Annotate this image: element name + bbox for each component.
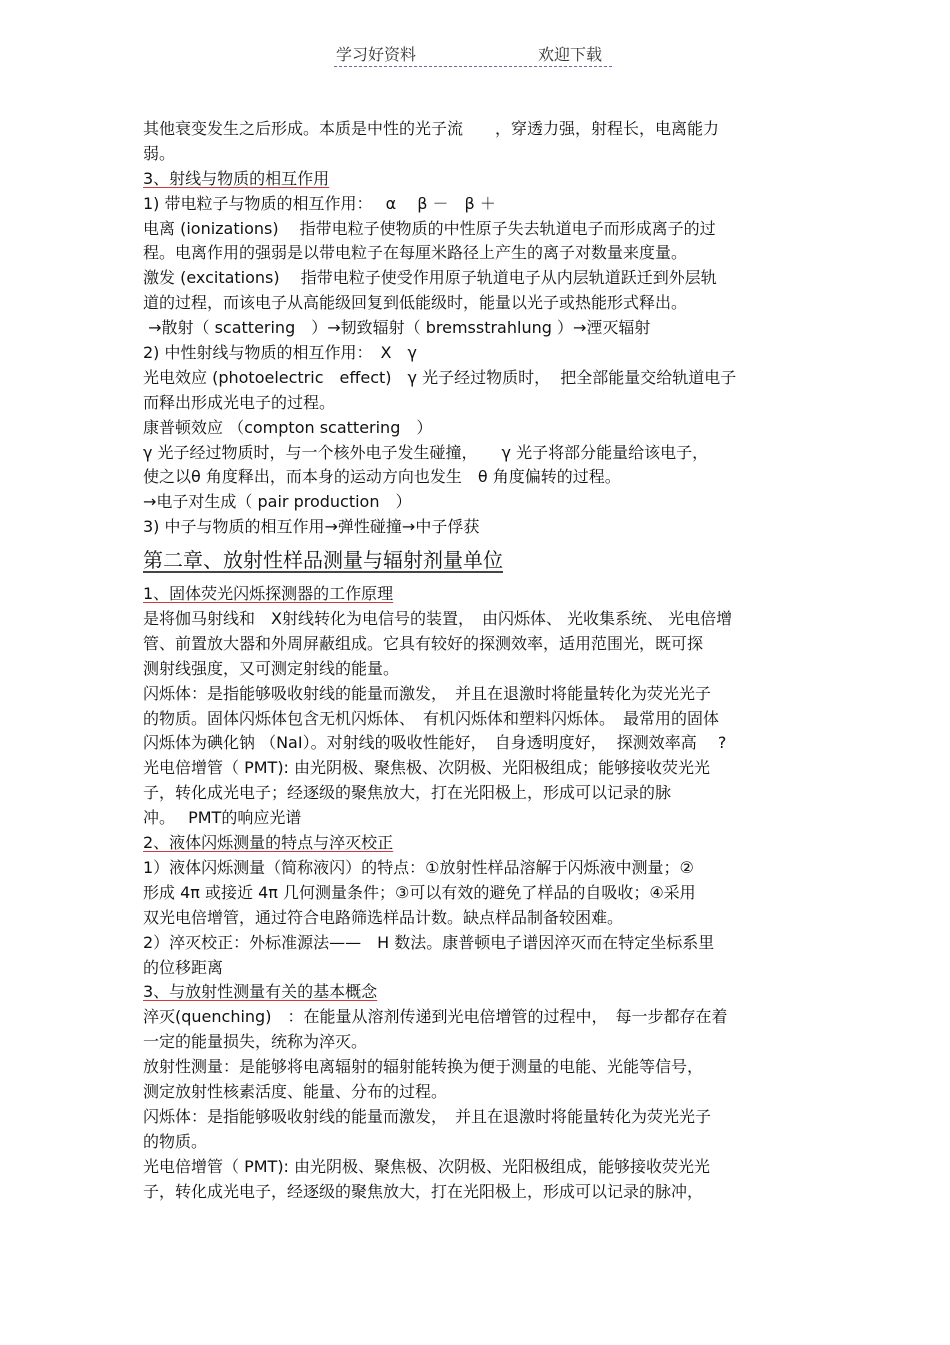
header-right-text: 欢迎下载 (538, 45, 603, 64)
text-line: 是将伽马射线和 X射线转化为电信号的装置， 由闪烁体、 光收集系统、 光电倍增 (143, 609, 733, 629)
text-line: 电离 (ionizations) 指带电粒子使物质的中性原子失去轨道电子而形成离子的过 (143, 218, 716, 238)
text-line: 闪烁体：是指能够吸收射线的能量而激发， 并且在退激时将能量转化为荧光光子 (143, 1106, 712, 1126)
text-line: 淬灭(quenching) ：在能量从溶剂传递到光电倍增管的过程中， 每一步都存在着 (143, 1007, 728, 1027)
header-left-text: 学习好资料 (336, 45, 417, 64)
text-line: 放射性测量：是能够将电离辐射的辐射能转换为便于测量的电能、光能等信号， (143, 1057, 704, 1077)
text-line: 使之以θ 角度释出，而本身的运动方向也发生 θ 角度偏转的过程。 (143, 467, 621, 487)
text-line: 光电倍增管（ PMT): 由光阴极、聚焦极、次阴极、光阳极组成，能够接收荧光光 (143, 1156, 711, 1176)
text-line: 测定放射性核素活度、能量、分布的过程。 (143, 1081, 448, 1101)
text-line: 管、前置放大器和外周屏蔽组成。它具有较好的探测效率，适用范围光，既可探 (143, 633, 704, 653)
text-line: →散射（ scattering ）→韧致辐射（ bremsstrahlung ）→湮灭辐射 (143, 318, 651, 338)
section-heading: 3、与放射性测量有关的基本概念 (143, 982, 378, 1002)
text-line: 的物质。固体闪烁体包含无机闪烁体、 有机闪烁体和塑料闪烁体。 最常用的固体 (143, 708, 720, 728)
text-line: 子，转化成光电子；经逐级的聚焦放大，打在光阳极上，形成可以记录的脉 (143, 783, 672, 803)
text-line: 其他衰变发生之后形成。本质是中性的光子流 ，穿透力强，射程长，电离能力 (143, 119, 720, 138)
section-heading: 2、液体闪烁测量的特点与淬灭校正 (143, 833, 394, 853)
chapter-heading: 第二章、放射性样品测量与辐射剂量单位 (143, 548, 503, 573)
text-line: 2）淬灭校正：外标准源法—— H 数法。康普顿电子谱因淬灭而在特定坐标系里 (143, 932, 715, 952)
document-body (143, 117, 813, 1204)
section-heading: 3、射线与物质的相互作用 (143, 168, 330, 188)
text-line: 闪烁体：是指能够吸收射线的能量而激发， 并且在退激时将能量转化为荧光光子 (143, 683, 712, 703)
text-line: 1）液体闪烁测量（简称液闪）的特点：①放射性样品溶解于闪烁液中测量；② (143, 857, 694, 877)
text-line: 形成 4π 或接近 4π 几何测量条件；③可以有效的避免了样品的自吸收；④采用 (143, 882, 696, 902)
text-line: 一定的能量损失，统称为淬灭。 (143, 1032, 368, 1052)
page-header (334, 40, 612, 67)
text-line: 闪烁体为碘化钠 （NaI）。对射线的吸收性能好， 自身透明度好， 探测效率高 ? (143, 733, 727, 753)
text-line: 子，转化成光电子，经逐级的聚焦放大，打在光阳极上，形成可以记录的脉冲， (143, 1181, 704, 1201)
text-line: 弱。 (143, 143, 176, 163)
text-line: 测射线强度，又可测定射线的能量。 (143, 658, 400, 678)
text-line: 双光电倍增管，通过符合电路筛选样品计数。缺点样品制备较困难。 (143, 907, 624, 927)
text-line: 程。电离作用的强弱是以带电粒子在每厘米路径上产生的离子对数量来度量。 (143, 243, 688, 263)
text-line: 道的过程，而该电子从高能级回复到低能级时，能量以光子或热能形式释出。 (143, 293, 688, 313)
text-line: γ 光子经过物质时，与一个核外电子发生碰撞， γ 光子将部分能量给该电子， (143, 442, 709, 462)
text-line: 而释出形成光电子的过程。 (143, 392, 336, 412)
text-line: 冲。 PMT的响应光谱 (143, 808, 302, 828)
text-line: 1) 带电粒子与物质的相互作用： α β － β ＋ (143, 193, 496, 213)
text-line: 光电倍增管（ PMT): 由光阴极、聚焦极、次阴极、光阳极组成；能够接收荧光光 (143, 758, 711, 778)
text-line: 光电效应 (photoelectric effect) γ 光子经过物质时， 把全部能量交给轨道电子 (143, 367, 737, 387)
text-line: 3) 中子与物质的相互作用→弹性碰撞→中子俘获 (143, 517, 480, 537)
text-line: 2) 中性射线与物质的相互作用： X γ (143, 343, 417, 363)
text-line: 的位移距离 (143, 957, 224, 977)
text-line: →电子对生成（ pair production ） (143, 492, 412, 512)
text-line: 康普顿效应 （compton scattering ） (143, 417, 433, 437)
section-heading: 1、固体荧光闪烁探测器的工作原理 (143, 584, 394, 604)
text-line: 的物质。 (143, 1131, 208, 1151)
text-line: 激发 (excitations) 指带电粒子使受作用原子轨道电子从内层轨道跃迁到外层轨 (143, 268, 717, 288)
